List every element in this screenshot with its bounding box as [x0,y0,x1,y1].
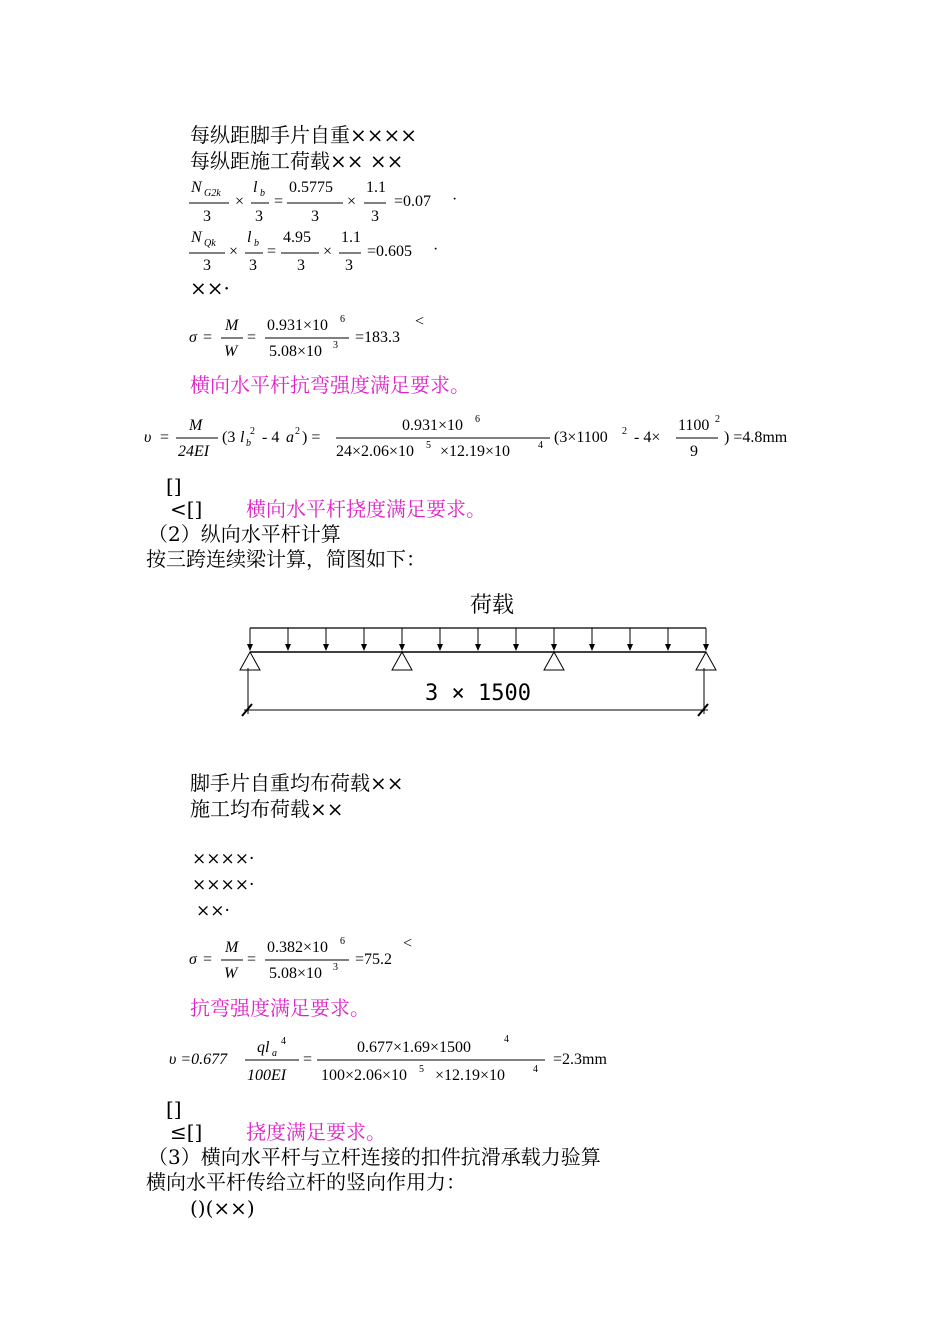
text-line: 每纵距脚手片自重×××× [190,123,418,147]
arrow-head [513,644,519,651]
svg-text:=: = [274,193,284,210]
arrow-head [285,644,291,651]
svg-text:) =4.8mm: ) =4.8mm [724,429,788,446]
support-triangle [240,652,260,670]
arrow-head [551,644,557,651]
svg-text:=0.07: =0.07 [394,193,432,210]
svg-text:6: 6 [340,314,345,325]
svg-text:=75.2: =75.2 [355,951,393,968]
arrow-head [399,644,405,651]
text-line: <[] [170,497,203,521]
svg-text:σ: σ [189,329,197,346]
svg-text:W: W [224,965,238,982]
svg-text:5: 5 [426,440,431,451]
svg-text:3: 3 [371,208,379,225]
svg-text:5.08×10: 5.08×10 [269,965,323,982]
svg-text:9: 9 [690,443,698,460]
arrow-head [475,644,481,651]
arrow-head [703,644,709,651]
support-triangle [392,652,412,670]
svg-text:3: 3 [249,257,257,274]
span-label: 3 × 1500 [425,681,531,706]
conclusion-deflection: 横向水平杆挠度满足要求。 [246,497,486,521]
svg-text:24×2.06×10: 24×2.06×10 [336,443,415,460]
svg-text:l: l [253,179,258,196]
svg-text:3: 3 [333,962,338,973]
svg-text:b: b [246,438,251,449]
load-label: 荷载 [469,593,515,618]
svg-text:0.931×10: 0.931×10 [402,417,464,434]
svg-text:5.08×10: 5.08×10 [269,343,323,360]
svg-text:6: 6 [475,414,480,425]
conclusion-bending: 横向水平杆抗弯强度满足要求。 [190,373,470,397]
svg-text:×: × [323,243,333,260]
svg-text:G2k: G2k [204,188,221,199]
svg-text:W: W [224,343,238,360]
svg-text:N: N [191,179,202,196]
svg-text:M: M [225,939,239,956]
svg-text:4: 4 [538,440,543,451]
svg-text:4: 4 [504,1034,509,1045]
svg-text:υ =0.677: υ =0.677 [169,1051,228,1068]
svg-text:1.1: 1.1 [341,229,361,246]
arrow-head [247,644,253,651]
svg-text:3: 3 [297,257,305,274]
svg-text:2: 2 [622,426,627,437]
formula-sigma-2 [185,932,445,988]
svg-text:4.95: 4.95 [283,229,311,246]
svg-text:M: M [189,417,203,434]
svg-text:υ: υ [144,429,152,446]
text-line: 横向水平杆传给立杆的竖向作用力： [146,1170,466,1194]
svg-text:Qk: Qk [204,238,216,249]
svg-text:) =: ) = [302,429,321,446]
svg-text:×12.19×10: ×12.19×10 [435,1067,506,1084]
text-line: ××· [190,276,230,300]
supports [240,652,716,670]
svg-text:24EI: 24EI [178,443,210,460]
svg-text:=: = [203,329,213,346]
svg-text:<: < [403,935,413,952]
svg-text:=183.3: =183.3 [355,329,401,346]
svg-text:×: × [235,193,245,210]
svg-text:4: 4 [533,1064,538,1075]
svg-text:·: · [433,241,439,258]
svg-text:2: 2 [250,426,255,437]
text-line: 施工均布荷载×× [190,797,344,821]
text-line: 脚手片自重均布荷载×× [190,771,404,795]
svg-text:l: l [247,229,252,246]
svg-text:=: = [247,329,257,346]
load-arrows [247,628,709,651]
arrow-head [437,644,443,651]
formula-deflection-1 [140,410,840,466]
svg-text:l: l [240,429,245,446]
svg-text:3: 3 [311,208,319,225]
svg-text:<: < [415,313,425,330]
text-line: ××××· [192,875,255,895]
formula-nqk [185,222,485,278]
arrow-head [665,644,671,651]
svg-text:=0.605: =0.605 [367,243,413,260]
arrow-head [323,644,329,651]
svg-text:5: 5 [419,1064,424,1075]
svg-text:100EI: 100EI [247,1067,287,1084]
svg-text:b: b [254,238,259,249]
svg-text:×: × [347,193,357,210]
svg-text:=: = [303,1051,313,1068]
svg-text:a: a [286,429,294,446]
arrow-head [589,644,595,651]
svg-text:1.1: 1.1 [366,179,386,196]
svg-text:3: 3 [333,340,338,351]
svg-text:b: b [260,188,265,199]
svg-text:σ: σ [189,951,197,968]
section-heading: （3）横向水平杆与立杆连接的扣件抗滑承载力验算 [148,1145,601,1169]
arrow-head [361,644,367,651]
beam-diagram [230,582,730,722]
svg-text:N: N [191,229,202,246]
svg-text:0.931×10: 0.931×10 [267,317,329,334]
svg-text:·: · [452,191,458,208]
text-line: [] [166,474,182,498]
text-line: ≤[] [170,1120,203,1144]
section-heading: （2）纵向水平杆计算 [148,522,341,546]
svg-text:1100: 1100 [678,417,710,434]
svg-text:ql: ql [257,1039,270,1056]
text-line: [] [166,1097,182,1121]
svg-text:2: 2 [715,414,720,425]
svg-text:3: 3 [203,208,211,225]
text-line: ××××· [192,849,255,869]
svg-text:=: = [267,243,277,260]
svg-text:=: = [247,951,257,968]
svg-text:(3×1100: (3×1100 [554,429,608,446]
svg-text:0.677×1.69×1500: 0.677×1.69×1500 [357,1039,472,1056]
svg-text:- 4: - 4 [262,429,280,446]
text-line: 按三跨连续梁计算，简图如下： [146,547,426,571]
svg-text:=: = [203,951,213,968]
svg-text:- 4×: - 4× [634,429,661,446]
svg-text:=2.3mm: =2.3mm [553,1051,607,1068]
text-line: ××· [196,901,230,921]
svg-text:2: 2 [295,426,300,437]
svg-text:=: = [160,429,170,446]
svg-text:0.5775: 0.5775 [289,179,333,196]
conclusion-deflection-2: 挠度满足要求。 [246,1120,386,1144]
formula-deflection-2 [165,1030,645,1090]
svg-text:0.382×10: 0.382×10 [267,939,329,956]
svg-text:100×2.06×10: 100×2.06×10 [321,1067,408,1084]
text-line: ()(××) [190,1196,255,1220]
svg-text:3: 3 [203,257,211,274]
support-triangle [544,652,564,670]
svg-text:4: 4 [281,1036,286,1047]
svg-text:×12.19×10: ×12.19×10 [440,443,511,460]
svg-text:×: × [229,243,239,260]
text-line: 每纵距施工荷载×× ×× [190,149,404,173]
conclusion-bending-2: 抗弯强度满足要求。 [190,996,370,1020]
svg-text:(3: (3 [222,429,236,446]
svg-text:3: 3 [255,208,263,225]
svg-text:M: M [225,317,239,334]
support-triangle [696,652,716,670]
arrow-head [627,644,633,651]
svg-text:6: 6 [340,936,345,947]
svg-text:3: 3 [345,257,353,274]
formula-sigma-1 [185,310,445,366]
svg-text:a: a [272,1048,277,1059]
